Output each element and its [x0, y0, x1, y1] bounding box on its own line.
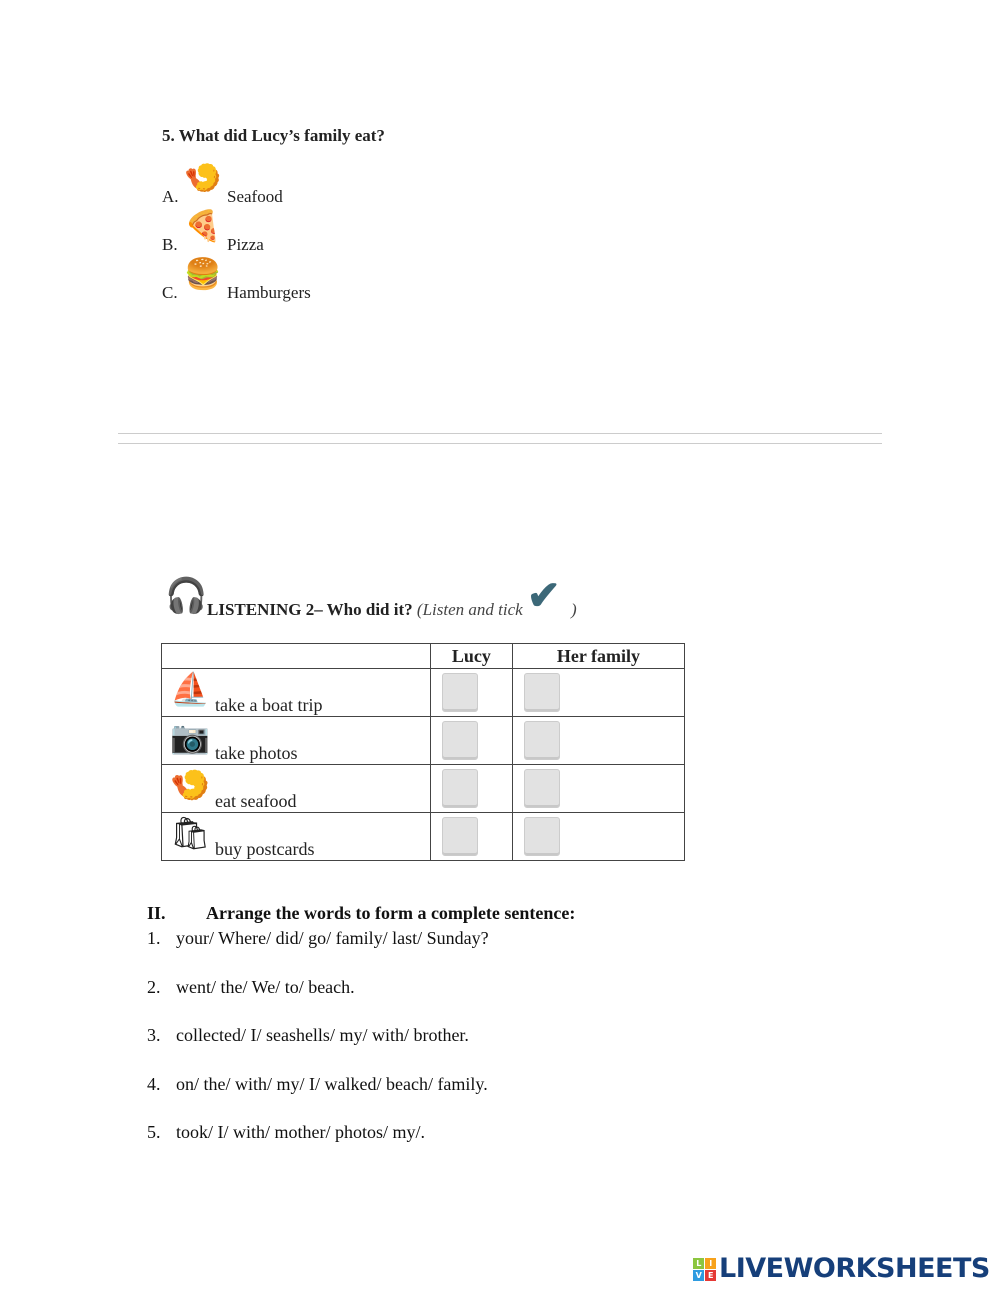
shopping-bags-icon: 🛍 — [170, 815, 211, 851]
table-row — [162, 765, 685, 813]
logo-letter: V — [693, 1270, 704, 1281]
logo-blocks-icon — [693, 1258, 716, 1281]
activity-label: buy postcards — [215, 839, 315, 859]
section-number: II. — [147, 903, 166, 923]
option-label: Hamburgers — [227, 283, 311, 302]
item-text: your/ Where/ did/ go/ family/ last/ Sunday? — [176, 928, 489, 948]
activity-label: take photos — [215, 743, 298, 763]
hamburger-icon: 🍔 — [184, 258, 222, 291]
lucy-checkbox[interactable] — [442, 673, 478, 712]
checkmark-icon: ✔ — [527, 573, 561, 618]
item-text: went/ the/ We/ to/ beach. — [176, 977, 355, 997]
table-row — [162, 717, 685, 765]
item-number: 2. — [147, 977, 161, 997]
item-text: on/ the/ with/ my/ I/ walked/ beach/ family. — [176, 1074, 488, 1094]
table-row — [162, 813, 685, 861]
activity-label: take a boat trip — [215, 695, 323, 715]
lucy-checkbox[interactable] — [442, 769, 478, 808]
listening-title: LISTENING 2– Who did it? — [207, 600, 413, 619]
item-number: 5. — [147, 1122, 161, 1142]
page-divider — [118, 433, 882, 434]
item-number: 3. — [147, 1025, 161, 1045]
section-title: Arrange the words to form a complete sentence: — [206, 903, 576, 923]
sailboat-icon: ⛵ — [170, 671, 210, 707]
logo-letter: L — [693, 1258, 704, 1269]
logo-letter: I — [705, 1258, 716, 1269]
option-letter: A. — [162, 187, 179, 206]
logo-letter: E — [705, 1270, 716, 1281]
who-did-it-table — [161, 643, 685, 861]
option-label: Pizza — [227, 235, 264, 254]
pizza-icon: 🍕 — [184, 210, 222, 243]
headphones-icon: 🎧 — [165, 578, 208, 615]
camera-icon: 📷 — [170, 719, 210, 755]
family-checkbox[interactable] — [524, 817, 560, 856]
item-text: collected/ I/ seashells/ my/ with/ brother. — [176, 1025, 469, 1045]
item-number: 1. — [147, 928, 161, 948]
page-divider — [118, 443, 882, 444]
listening-instruction: (Listen and tick — [416, 600, 523, 619]
shrimp-icon: 🍤 — [170, 767, 210, 803]
lucy-checkbox[interactable] — [442, 817, 478, 856]
header-activity — [162, 644, 431, 669]
family-checkbox[interactable] — [524, 721, 560, 760]
activity-label: eat seafood — [215, 791, 297, 811]
header-lucy: Lucy — [431, 644, 513, 669]
table-row — [162, 669, 685, 717]
header-her-family: Her family — [512, 644, 684, 669]
question-5-title: 5. What did Lucy’s family eat? — [162, 126, 385, 145]
item-number: 4. — [147, 1074, 161, 1094]
logo-text: LIVEWORKSHEETS — [719, 1253, 990, 1284]
shrimp-icon: 🍤 — [184, 162, 222, 195]
lucy-checkbox[interactable] — [442, 721, 478, 760]
table-header — [162, 644, 685, 669]
option-label: Seafood — [227, 187, 283, 206]
option-letter: C. — [162, 283, 178, 302]
family-checkbox[interactable] — [524, 769, 560, 808]
liveworksheets-logo — [693, 1253, 990, 1284]
option-letter: B. — [162, 235, 178, 254]
family-checkbox[interactable] — [524, 673, 560, 712]
item-text: took/ I/ with/ mother/ photos/ my/. — [176, 1122, 425, 1142]
closing-paren: ) — [571, 600, 577, 619]
